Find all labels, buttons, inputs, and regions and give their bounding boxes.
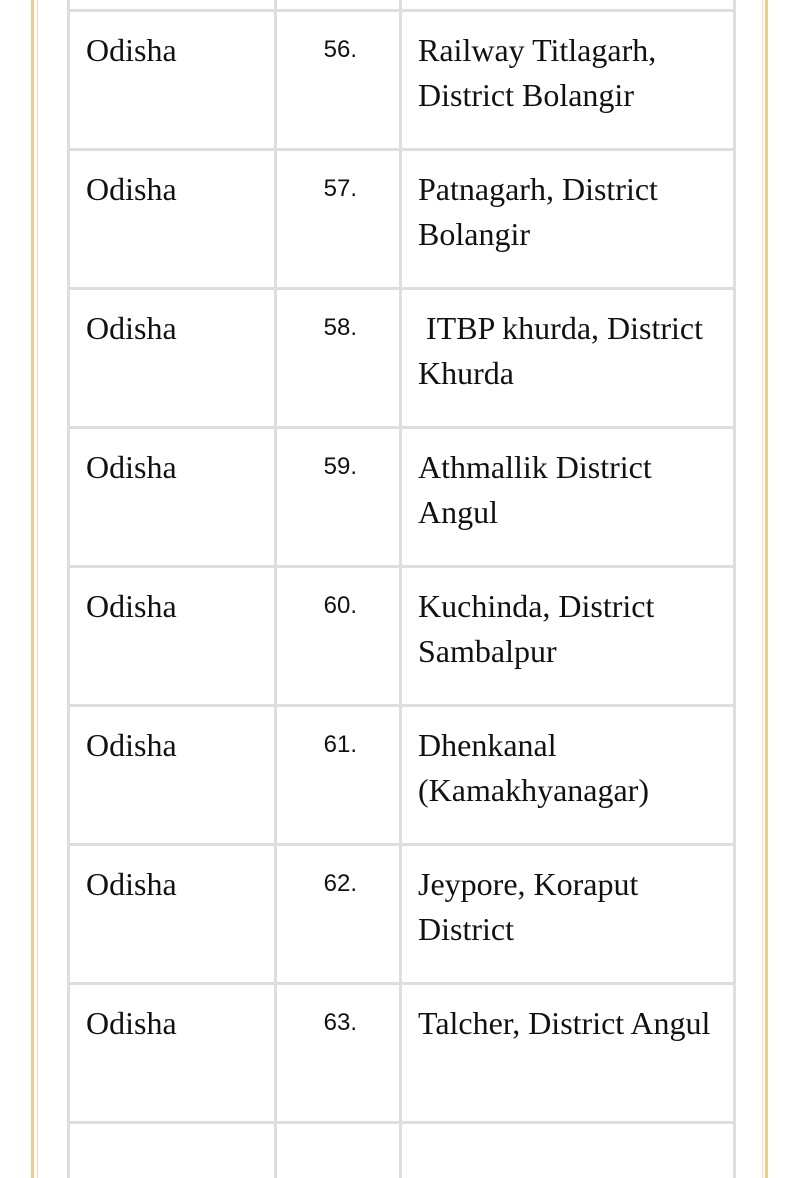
table-row [69, 428, 735, 567]
place-cell [401, 1123, 735, 1178]
place-cell: ITBP khurda, District Khurda [401, 289, 735, 428]
place-cell: Patnagarh, District Bolangir [401, 150, 735, 289]
place-cell [401, 0, 735, 11]
serial-number-cell: 62. [276, 845, 401, 984]
right-border-line [765, 0, 768, 1178]
state-cell: Odisha [69, 289, 276, 428]
state-cell: Odisha [69, 845, 276, 984]
place-cell: Kuchinda, District Sambalpur [401, 567, 735, 706]
state-cell: Odisha [69, 567, 276, 706]
serial-number-cell: 61. [276, 706, 401, 845]
table-row [69, 0, 735, 11]
state-cell: Odisha [69, 984, 276, 1123]
table-row [69, 289, 735, 428]
place-cell: Dhenkanal (Kamakhyanagar) [401, 706, 735, 845]
serial-number-cell [276, 0, 401, 11]
right-border-inner-line [762, 0, 763, 1178]
table-container [67, 0, 733, 1178]
place-cell: Athmallik District Angul [401, 428, 735, 567]
state-cell: Odisha [69, 706, 276, 845]
serial-number-cell [276, 1123, 401, 1178]
table-row [69, 567, 735, 706]
table-row [69, 150, 735, 289]
table-row [69, 706, 735, 845]
place-cell: Jeypore, Koraput District [401, 845, 735, 984]
table-row [69, 11, 735, 150]
left-border-line [31, 0, 34, 1178]
table-row [69, 1123, 735, 1178]
serial-number-cell: 57. [276, 150, 401, 289]
table-row [69, 845, 735, 984]
state-cell: Odisha [69, 150, 276, 289]
serial-number-cell: 58. [276, 289, 401, 428]
locations-table [67, 0, 736, 1178]
serial-number-cell: 63. [276, 984, 401, 1123]
state-cell [69, 0, 276, 11]
serial-number-cell: 59. [276, 428, 401, 567]
serial-number-cell: 56. [276, 11, 401, 150]
serial-number-cell: 60. [276, 567, 401, 706]
table-row [69, 984, 735, 1123]
place-cell: Talcher, District Angul [401, 984, 735, 1123]
place-cell: Railway Titlagarh, District Bolangir [401, 11, 735, 150]
left-border-inner-line [37, 0, 38, 1178]
state-cell [69, 1123, 276, 1178]
state-cell: Odisha [69, 11, 276, 150]
state-cell: Odisha [69, 428, 276, 567]
